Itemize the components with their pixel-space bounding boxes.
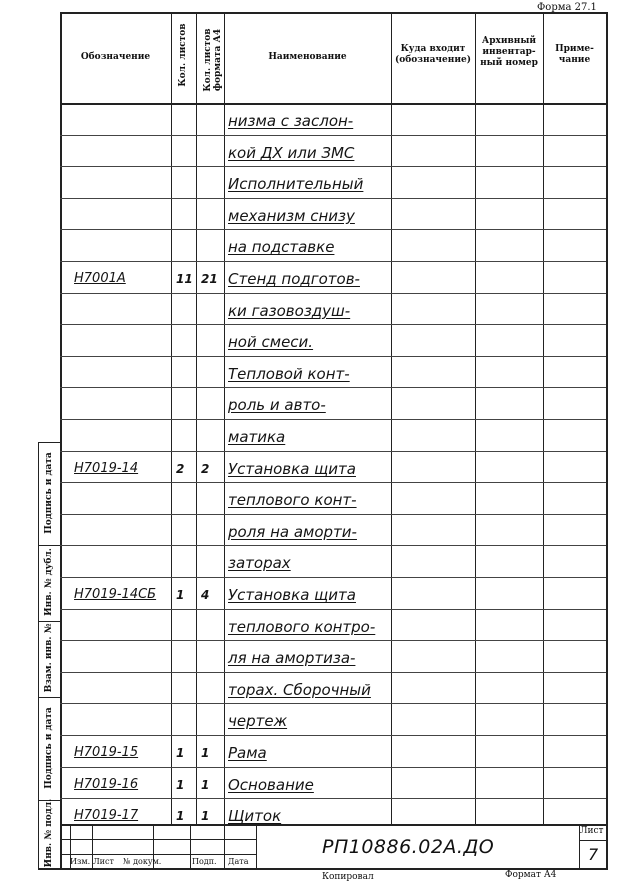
row-line [60,514,606,515]
row-name: матика [228,428,286,446]
row-sheets: 1 [176,588,185,602]
tb-col-date: Дата [228,857,249,866]
header-archive-2: инвентар- [482,47,536,57]
header-archive [475,36,543,69]
row-line [60,577,606,578]
row-name: ки газовоздуш- [228,302,351,320]
row-sheets-a4: 1 [201,778,210,792]
row-designation: Н7019-17 [74,808,139,823]
side-replace-inv: Взам. инв. № [44,623,54,693]
row-name: роль и авто- [228,396,326,414]
row-name: Щиток [228,807,282,825]
frame-left [60,12,62,868]
header-where-used-1: Куда входит [400,44,466,54]
row-line [60,324,606,325]
row-name: Тепловой конт- [228,365,350,383]
row-line [60,609,606,610]
row-line [60,798,606,799]
header-where-used-2: (обозначение) [395,55,471,65]
side-sign-date-1: Подпись и дата [44,452,54,534]
header-archive-3: ный номер [480,58,538,68]
row-line [60,387,606,388]
frame-right [606,12,608,868]
row-name: роля на аморти- [228,523,357,541]
tb-col-6 [256,824,257,868]
row-name: Рама [228,744,267,762]
header-sheets-a4-text: Кол. листов формата А4 [203,28,223,92]
row-sheets-a4: 1 [201,746,210,760]
row-line [60,356,606,357]
tb-col-izm: Изм. [70,857,91,866]
row-designation: Н7019-14СБ [74,587,157,602]
header-archive-1: Архивный [481,36,537,46]
row-name: на подставке [228,238,335,256]
row-name: заторах [228,554,291,572]
tb-col-list: Лист [93,857,114,866]
row-designation: Н7001А [74,271,126,286]
tb-col-doc: № докум. [123,857,162,866]
row-name: механизм снизу [228,207,355,225]
row-line [60,767,606,768]
row-line [60,419,606,420]
row-sheets-a4: 4 [201,588,210,602]
header-name: Наименование [268,52,347,62]
form-label: Форма 27.1 [537,2,597,13]
row-sheets: 11 [176,272,193,286]
row-name: Исполнительный [228,175,364,193]
row-line [60,166,606,167]
row-name: чертеж [228,712,288,730]
row-line [60,735,606,736]
row-designation: Н7019-16 [74,777,139,792]
footer-copied: Копировал [322,872,374,882]
row-name: теплового конт- [228,491,357,509]
header-note [543,44,606,66]
doc-code: РП10886.02А.ДО [322,836,495,858]
row-name: кой ДХ или ЗМС [228,144,355,162]
row-line [60,640,606,641]
row-sheets: 1 [176,778,185,792]
row-name: низма с заслон- [228,112,354,130]
tb-col-5 [224,824,225,868]
row-sheets-a4: 21 [201,272,218,286]
row-name: ля на амортиза- [228,649,356,667]
header-designation: Обозначение [80,52,151,62]
row-line [60,135,606,136]
side-inv-orig: Инв. № подл. [44,798,54,868]
row-line [60,261,606,262]
frame-top [60,12,606,14]
row-line [60,229,606,230]
tb-col-sign: Подп. [192,857,217,866]
row-name: ной смеси. [228,333,314,351]
row-line [60,545,606,546]
title-block-top [60,824,606,826]
row-designation: Н7019-15 [74,745,139,760]
row-line [60,198,606,199]
side-sign-date-2: Подпись и дата [44,707,54,789]
row-designation: Н7019-14 [74,461,139,476]
row-line [60,672,606,673]
row-sheets: 1 [176,809,185,823]
header-sheets-a4 [203,10,223,110]
row-sheets-a4: 2 [201,462,210,476]
header-note-1: Приме- [555,44,594,54]
row-name: теплового контро- [228,618,376,636]
footer-format: Формат А4 [505,870,557,880]
header-where-used [391,44,475,66]
row-name: торах. Сборочный [228,681,371,699]
row-name: Установка щита [228,460,356,478]
row-line [60,703,606,704]
header-note-2: чание [558,55,591,65]
tb-sheet-sep [579,840,606,841]
title-block-row-2 [60,854,256,855]
header-bottom [60,103,606,105]
header-sheets-count: Кол. листов [178,23,188,87]
row-name: Стенд подготов- [228,270,360,288]
row-line [60,293,606,294]
row-line [60,482,606,483]
row-sheets: 2 [176,462,185,476]
sheet-label: Лист [580,826,604,836]
row-name: Основание [228,776,314,794]
sheet-number: 7 [588,845,599,864]
side-inv-dup: Инв. № дубл. [44,548,54,616]
tb-col-4 [190,824,191,868]
row-sheets-a4: 1 [201,809,210,823]
row-line [60,451,606,452]
margin-strip-left [38,442,39,868]
row-sheets: 1 [176,746,185,760]
title-block-row-1 [60,839,256,840]
row-name: Установка щита [228,586,356,604]
